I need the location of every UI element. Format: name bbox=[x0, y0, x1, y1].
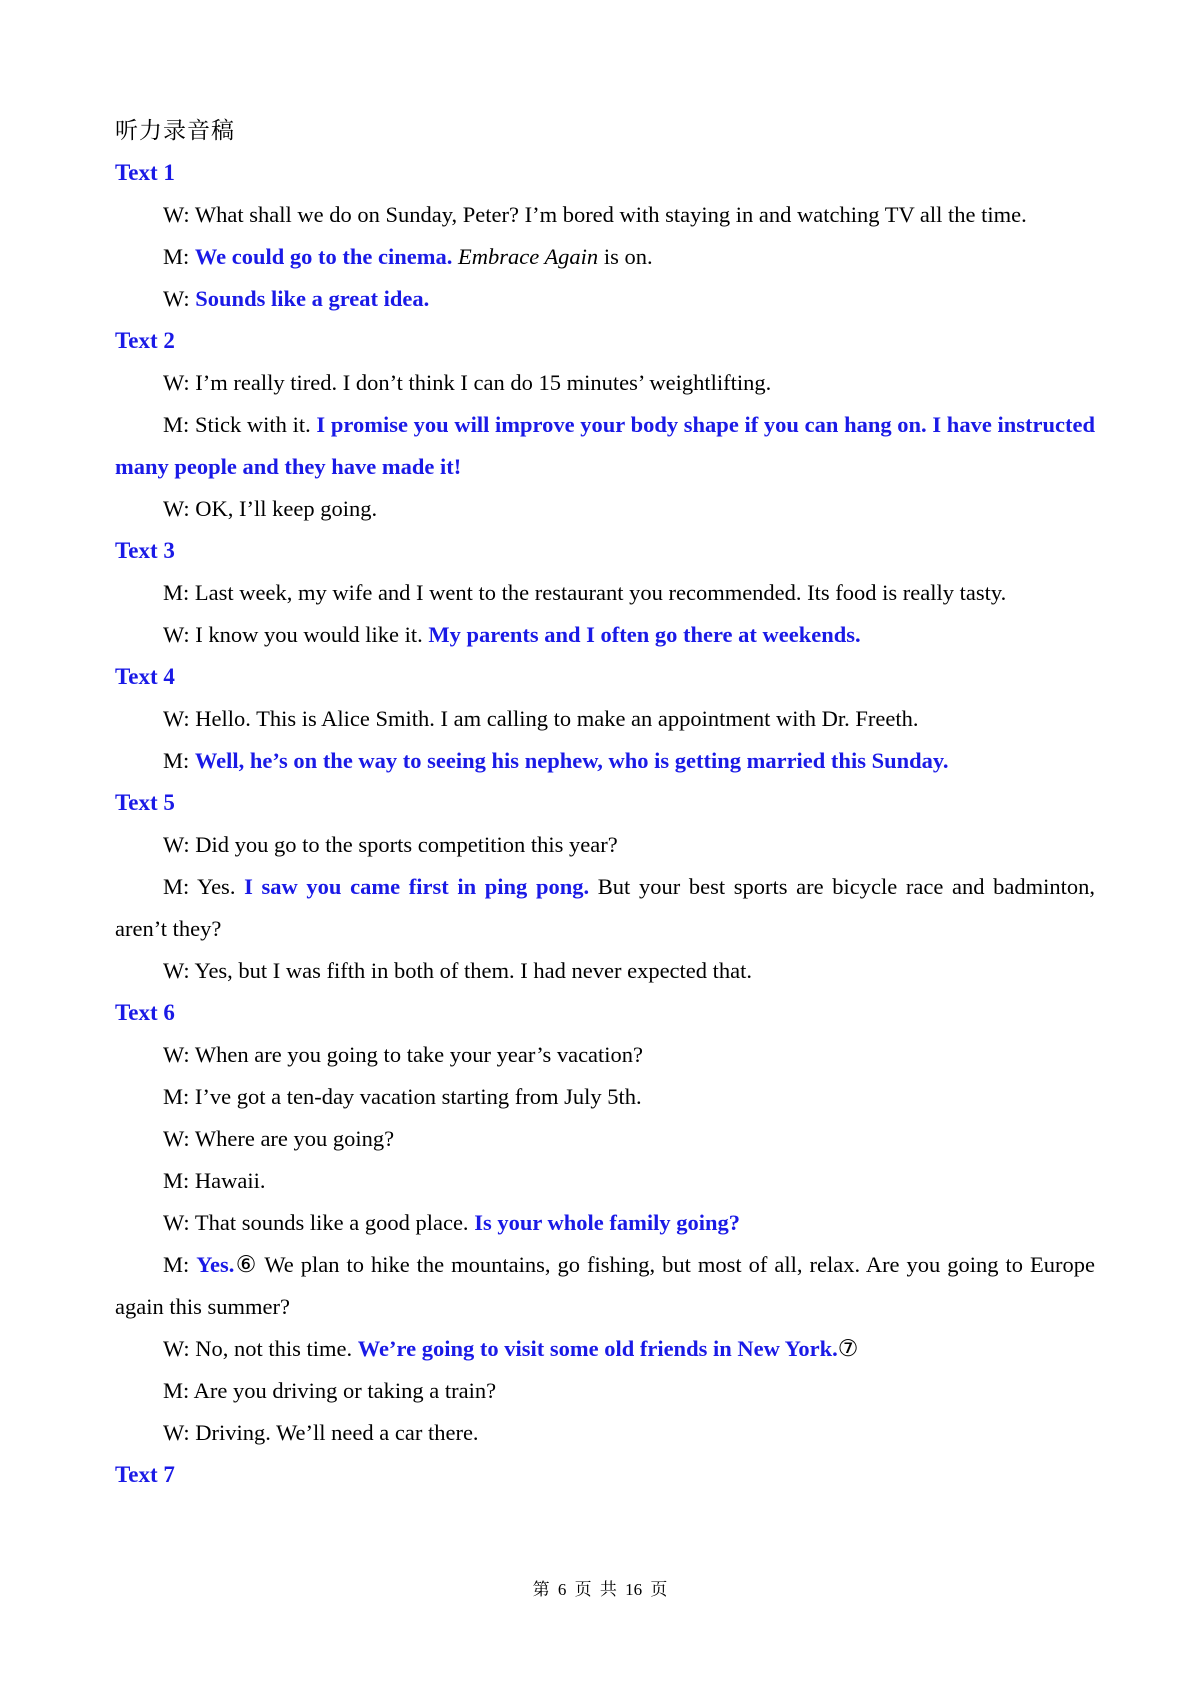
dialogue-line bbox=[115, 362, 1095, 404]
section-heading: Text 4 bbox=[115, 664, 175, 689]
dialogue-text: W: OK, I’ll keep going. bbox=[163, 496, 378, 521]
dialogue-line bbox=[115, 1244, 1095, 1328]
dialogue-line bbox=[115, 572, 1095, 614]
dialogue-text: W: Driving. We’ll need a car there. bbox=[163, 1420, 479, 1445]
page-footer: 第 6 页 共 16 页 bbox=[532, 1580, 668, 1599]
dialogue-text: W: Did you go to the sports competition this year? bbox=[163, 832, 618, 857]
dialogue-text: W: That sounds like a good place. bbox=[163, 1210, 475, 1235]
answer-highlight: I promise you will improve your body shape if you can hang on. I have instructed many people and they have made it! bbox=[115, 412, 1095, 479]
section-heading: Text 5 bbox=[115, 790, 175, 815]
answer-highlight: Well, he’s on the way to seeing his nephew, who is getting married this Sunday. bbox=[194, 748, 949, 773]
dialogue-line bbox=[115, 698, 1095, 740]
dialogue-line bbox=[115, 1328, 1095, 1370]
dialogue-line bbox=[115, 1412, 1095, 1454]
dialogue-line bbox=[115, 824, 1095, 866]
section-heading: Text 2 bbox=[115, 328, 175, 353]
dialogue-line bbox=[115, 278, 1095, 320]
dialogue-line bbox=[115, 1202, 1095, 1244]
dialogue-text: is on. bbox=[598, 244, 653, 269]
dialogue-text: W: I know you would like it. bbox=[163, 622, 429, 647]
dialogue-line bbox=[115, 1034, 1095, 1076]
transcript-body bbox=[115, 110, 1095, 1496]
dialogue-text: M: bbox=[163, 1252, 197, 1277]
answer-highlight: Sounds like a great idea. bbox=[195, 286, 430, 311]
dialogue-text: But your best sports are bicycle race and badminton, aren’t they? bbox=[115, 874, 1096, 941]
dialogue-text: W: Yes, but I was fifth in both of them. I had never expected that. bbox=[163, 958, 753, 983]
dialogue-text: M: Yes. bbox=[163, 874, 245, 899]
answer-highlight: We could go to the cinema. bbox=[194, 244, 453, 269]
dialogue-text: M: Last week, my wife and I went to the restaurant you recommended. Its food is really tasty. bbox=[163, 580, 1007, 605]
answer-highlight: Is your whole family going? bbox=[474, 1210, 741, 1235]
dialogue-line bbox=[115, 1370, 1095, 1412]
dialogue-line bbox=[115, 404, 1095, 488]
question-marker: ⑦ bbox=[837, 1336, 859, 1361]
section-heading: Text 3 bbox=[115, 538, 175, 563]
dialogue-text: W: What shall we do on Sunday, Peter? I’m bored with staying in and watching TV all the time. bbox=[163, 202, 1027, 227]
dialogue-text: W: I’m really tired. I don’t think I can do 15 minutes’ weightlifting. bbox=[163, 370, 772, 395]
dialogue-text: We plan to hike the mountains, go fishing, but most of all, relax. Are you going to Europe again this summer? bbox=[115, 1252, 1095, 1319]
answer-highlight: Yes. bbox=[196, 1252, 235, 1277]
dialogue-text: W: When are you going to take your year’s vacation? bbox=[163, 1042, 644, 1067]
dialogue-text: M: Hawaii. bbox=[163, 1168, 266, 1193]
document-title: 听力录音稿 bbox=[115, 118, 235, 143]
dialogue-text: W: Where are you going? bbox=[163, 1126, 395, 1151]
dialogue-line bbox=[115, 194, 1095, 236]
section-heading: Text 6 bbox=[115, 1000, 175, 1025]
dialogue-line bbox=[115, 866, 1095, 950]
dialogue-text: M: bbox=[163, 748, 195, 773]
section-heading: Text 1 bbox=[115, 160, 175, 185]
dialogue-line bbox=[115, 950, 1095, 992]
dialogue-text: M: Stick with it. bbox=[163, 412, 317, 437]
dialogue-text: M: bbox=[163, 244, 195, 269]
question-marker: ⑥ bbox=[234, 1252, 258, 1277]
dialogue-text: M: I’ve got a ten-day vacation starting from July 5th. bbox=[163, 1084, 642, 1109]
film-title: Embrace Again bbox=[458, 244, 599, 269]
dialogue-text: W: bbox=[163, 286, 196, 311]
dialogue-line bbox=[115, 1118, 1095, 1160]
dialogue-line bbox=[115, 236, 1095, 278]
dialogue-line bbox=[115, 1160, 1095, 1202]
dialogue-line bbox=[115, 614, 1095, 656]
answer-highlight: I saw you came first in ping pong. bbox=[244, 874, 590, 899]
dialogue-line bbox=[115, 740, 1095, 782]
dialogue-line bbox=[115, 488, 1095, 530]
dialogue-text: W: Hello. This is Alice Smith. I am calling to make an appointment with Dr. Freeth. bbox=[163, 706, 919, 731]
dialogue-line bbox=[115, 1076, 1095, 1118]
answer-highlight: My parents and I often go there at weekends. bbox=[428, 622, 861, 647]
dialogue-text: M: Are you driving or taking a train? bbox=[163, 1378, 497, 1403]
section-heading: Text 7 bbox=[115, 1462, 175, 1487]
answer-highlight: We’re going to visit some old friends in New York. bbox=[357, 1336, 838, 1361]
dialogue-text: W: No, not this time. bbox=[163, 1336, 358, 1361]
